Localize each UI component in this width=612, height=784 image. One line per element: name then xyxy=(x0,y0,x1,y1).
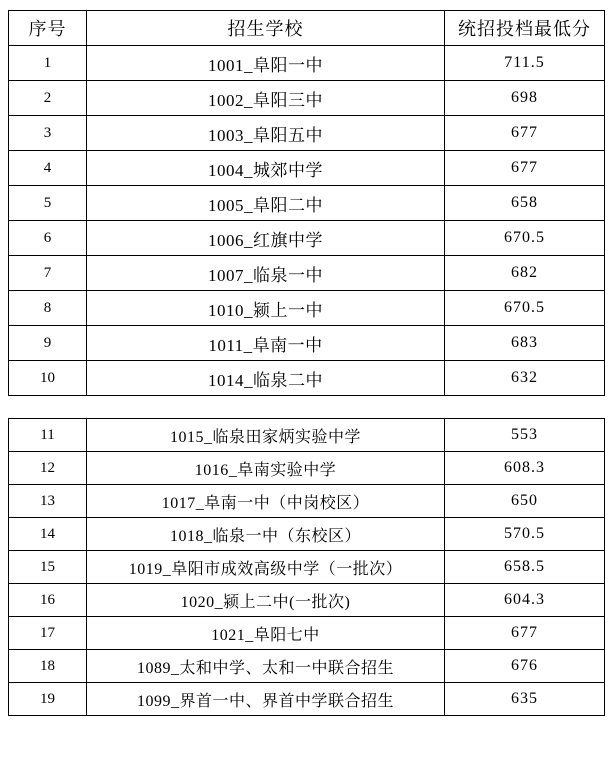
table-row xyxy=(9,361,605,396)
table-body-part1 xyxy=(9,46,605,396)
cell-index: 3 xyxy=(9,116,87,151)
cell-index: 5 xyxy=(9,186,87,221)
table-row xyxy=(9,584,605,617)
cell-score: 604.3 xyxy=(445,584,605,617)
table-row xyxy=(9,419,605,452)
cell-score: 670.5 xyxy=(445,221,605,256)
cell-score: 650 xyxy=(445,485,605,518)
cell-index: 15 xyxy=(9,551,87,584)
cell-score: 683 xyxy=(445,326,605,361)
cell-school: 1007_临泉一中 xyxy=(87,256,445,291)
cell-index: 6 xyxy=(9,221,87,256)
cell-index: 18 xyxy=(9,650,87,683)
cell-score: 658.5 xyxy=(445,551,605,584)
cell-score: 553 xyxy=(445,419,605,452)
cell-school: 1002_阜阳三中 xyxy=(87,81,445,116)
cell-score: 658 xyxy=(445,186,605,221)
cell-school: 1018_临泉一中（东校区） xyxy=(87,518,445,551)
cell-school: 1099_界首一中、界首中学联合招生 xyxy=(87,683,445,716)
cell-school: 1010_颍上一中 xyxy=(87,291,445,326)
cell-index: 1 xyxy=(9,46,87,81)
table-row xyxy=(9,46,605,81)
table-row xyxy=(9,186,605,221)
cell-school: 1005_阜阳二中 xyxy=(87,186,445,221)
table-row xyxy=(9,326,605,361)
table-row xyxy=(9,452,605,485)
cell-index: 12 xyxy=(9,452,87,485)
cell-score: 635 xyxy=(445,683,605,716)
table-row xyxy=(9,683,605,716)
table-row xyxy=(9,650,605,683)
cell-school: 1021_阜阳七中 xyxy=(87,617,445,650)
cell-index: 19 xyxy=(9,683,87,716)
column-header-score: 统招投档最低分 xyxy=(445,11,605,46)
table-row xyxy=(9,518,605,551)
table-row xyxy=(9,221,605,256)
cell-school: 1020_颍上二中(一批次) xyxy=(87,584,445,617)
cell-school: 1089_太和中学、太和一中联合招生 xyxy=(87,650,445,683)
table-header xyxy=(9,11,605,46)
table-row xyxy=(9,116,605,151)
cell-school: 1011_阜南一中 xyxy=(87,326,445,361)
cell-index: 8 xyxy=(9,291,87,326)
table-row xyxy=(9,291,605,326)
table-row xyxy=(9,617,605,650)
cell-score: 677 xyxy=(445,116,605,151)
table-row xyxy=(9,256,605,291)
cell-score: 570.5 xyxy=(445,518,605,551)
column-header-index: 序号 xyxy=(9,11,87,46)
cell-school: 1019_阜阳市成效高级中学（一批次） xyxy=(87,551,445,584)
cell-score: 682 xyxy=(445,256,605,291)
table-row xyxy=(9,81,605,116)
table-row xyxy=(9,551,605,584)
cell-school: 1016_阜南实验中学 xyxy=(87,452,445,485)
cell-school: 1004_城郊中学 xyxy=(87,151,445,186)
cell-school: 1003_阜阳五中 xyxy=(87,116,445,151)
cell-index: 13 xyxy=(9,485,87,518)
column-header-school: 招生学校 xyxy=(87,11,445,46)
cell-index: 17 xyxy=(9,617,87,650)
cell-index: 10 xyxy=(9,361,87,396)
cell-score: 608.3 xyxy=(445,452,605,485)
admission-score-table-part1 xyxy=(8,10,605,396)
cell-score: 632 xyxy=(445,361,605,396)
table-row xyxy=(9,485,605,518)
cell-index: 16 xyxy=(9,584,87,617)
cell-school: 1006_红旗中学 xyxy=(87,221,445,256)
table-header-row xyxy=(9,11,605,46)
cell-index: 7 xyxy=(9,256,87,291)
cell-index: 11 xyxy=(9,419,87,452)
cell-index: 4 xyxy=(9,151,87,186)
cell-index: 2 xyxy=(9,81,87,116)
cell-index: 14 xyxy=(9,518,87,551)
cell-score: 670.5 xyxy=(445,291,605,326)
cell-school: 1001_阜阳一中 xyxy=(87,46,445,81)
table-body-part2 xyxy=(9,419,605,716)
cell-school: 1014_临泉二中 xyxy=(87,361,445,396)
cell-score: 676 xyxy=(445,650,605,683)
cell-index: 9 xyxy=(9,326,87,361)
admission-score-table-part2 xyxy=(8,418,605,716)
cell-score: 677 xyxy=(445,617,605,650)
table-row xyxy=(9,151,605,186)
cell-school: 1017_阜南一中（中岗校区） xyxy=(87,485,445,518)
cell-score: 677 xyxy=(445,151,605,186)
table-separator-gap xyxy=(8,396,604,418)
cell-school: 1015_临泉田家炳实验中学 xyxy=(87,419,445,452)
cell-score: 698 xyxy=(445,81,605,116)
cell-score: 711.5 xyxy=(445,46,605,81)
